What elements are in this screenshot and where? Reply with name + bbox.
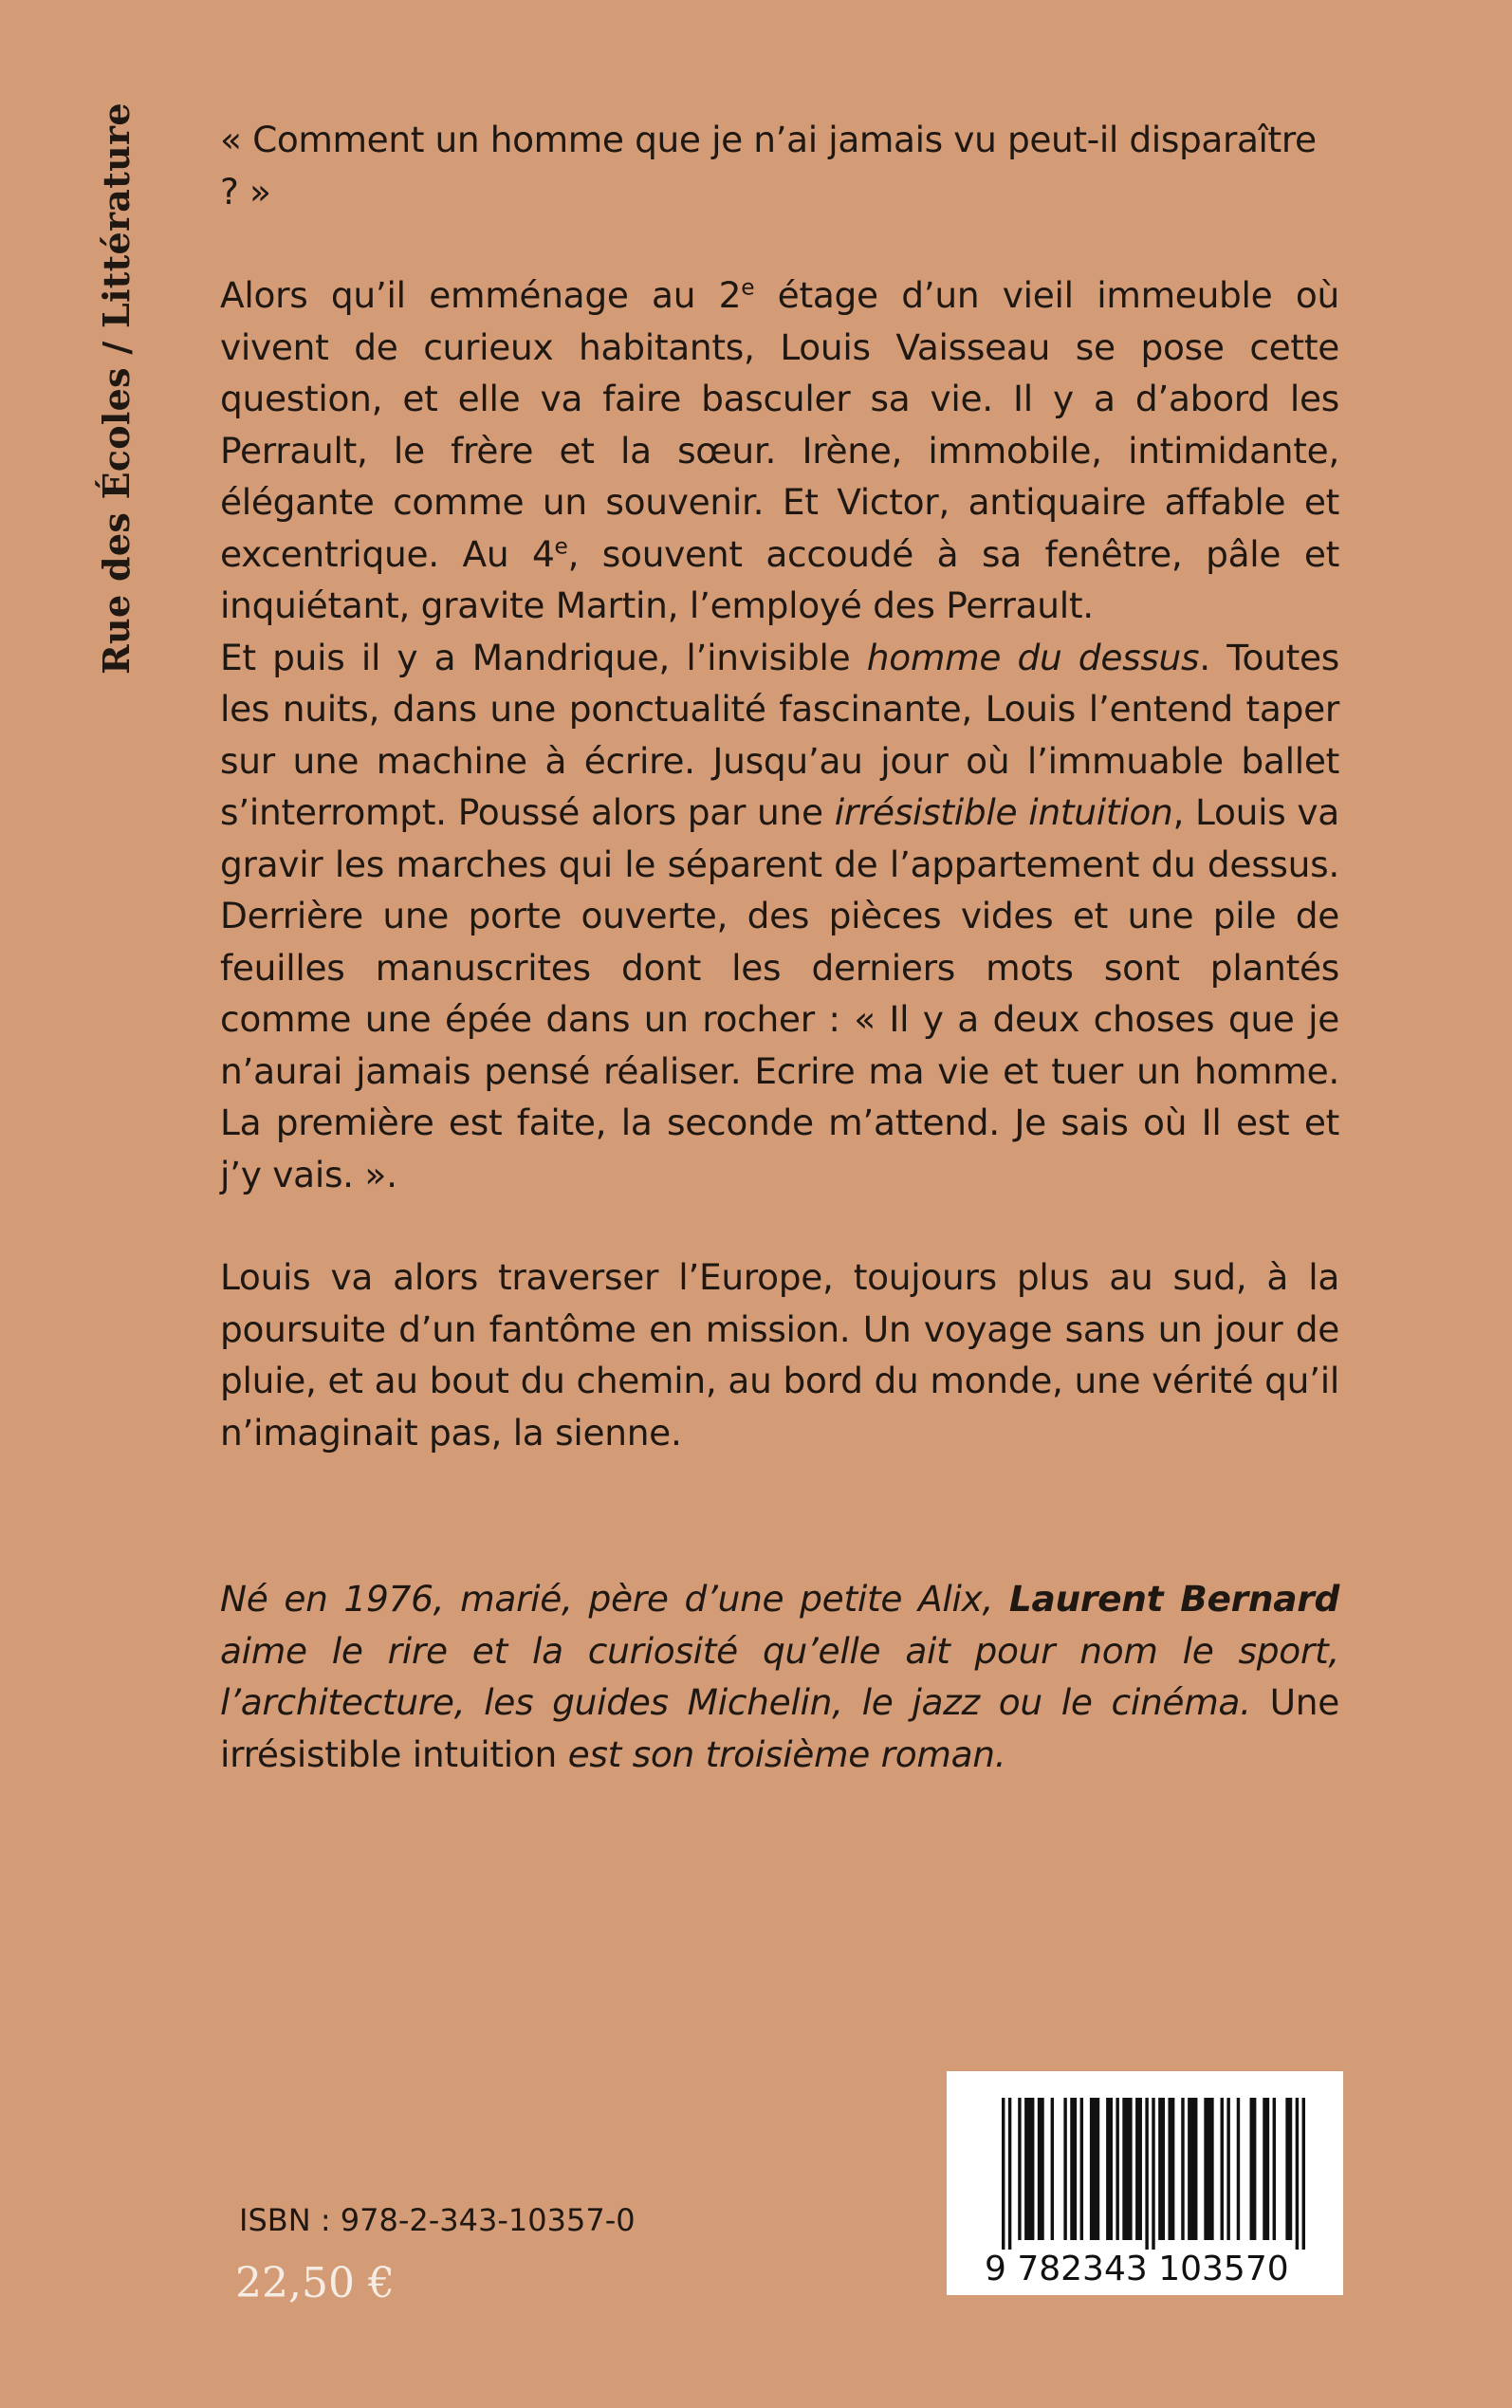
synopsis-paragraph-1: Alors qu’il emménage au 2e étage d’un vieil immeuble où vivent de curieux habitants, Louis Vaisseau se pose cette question, et elle va faire basculer sa vie. Il y a d’abord les Perrault, le frère et la sœur. Irène, immobile, intimidante, élégante comme un souvenir. Et Victor, antiquaire affable et excentrique. Au 4e, souvent accoudé à sa fenêtre, pâle et inquiétant, gravite Martin, l’employé des Perrault. [220, 274, 1339, 626]
barcode-bar [1090, 2098, 1099, 2240]
barcode-bar [1296, 2098, 1299, 2250]
author-name: Laurent Bernard [1008, 1578, 1339, 1620]
barcode-bar [1188, 2098, 1197, 2240]
barcode-digits: 9 782343 103570 [985, 2250, 1289, 2288]
synopsis-paragraph-2: Et puis il y a Mandrique, l’invisible homme du dessus. Toutes les nuits, dans une ponctualité fascinante, Louis l’entend taper sur une machine à écrire. Jusqu’au jour où l’immuable ballet s’interrompt. Poussé alors par une irrésistible intuition, Louis va gravir les marches qui le séparent de l’appartement du dessus. Derrière une porte ouverte, des pièces vides et une pile de feuilles manuscrites dont les derniers mots sont plantés comme une épée dans un rocher : « Il y a deux choses que je n’aurai jamais pensé réaliser. Ecrire ma vie et tuer un homme. La première est faite, la seconde m’attend. Je sais où Il est et j’y vais. ». [220, 636, 1339, 1195]
isbn-number: ISBN : 978-2-343-10357-0 [239, 2202, 636, 2238]
barcode-bar [1122, 2098, 1132, 2240]
barcode-bar [1204, 2098, 1213, 2240]
price: 22,50 € [235, 2259, 395, 2307]
barcode-bars [1002, 2098, 1305, 2250]
barcode-bar [1158, 2098, 1165, 2240]
barcode-bar [1302, 2098, 1305, 2250]
barcode-bar [1051, 2098, 1054, 2240]
barcode-bar [1152, 2098, 1154, 2250]
barcode-bar [1135, 2098, 1142, 2240]
barcode-bar [1285, 2098, 1292, 2240]
barcode-bar [1237, 2098, 1240, 2240]
book-title: Une irrésistible intuition [220, 1681, 1339, 1775]
barcode-bar [1250, 2098, 1257, 2240]
barcode-bar [1181, 2098, 1184, 2240]
author-bio: Né en 1976, marié, père d’une petite Alix, Laurent Bernard aime le rire et la curiosité qu’elle ait pour nom le sport, l’architecture, les guides Michelin, le jazz ou le cinéma. Une irrésistible intuition est son troisième roman. [220, 1578, 1339, 1775]
barcode-bar [1038, 2098, 1044, 2240]
barcode-bar [1226, 2098, 1229, 2240]
barcode-bar [1263, 2098, 1269, 2240]
synopsis-paragraph-3: Louis va alors traverser l’Europe, toujours plus au sud, à la poursuite d’un fantôme en mission. Un voyage sans un jour de pluie, et au bout du chemin, au bord du monde, une vérité qu’il n’imaginait pas, la sienne. [220, 1256, 1339, 1454]
barcode-bar [1080, 2098, 1083, 2240]
barcode-bar [1018, 2098, 1021, 2240]
barcode-bar [1063, 2098, 1066, 2240]
barcode [947, 2071, 1343, 2295]
barcode-bar [1002, 2098, 1005, 2250]
barcode-bar [1273, 2098, 1276, 2240]
barcode-bar [1145, 2098, 1148, 2250]
barcode-bar [1024, 2098, 1034, 2240]
barcode-bar [1168, 2098, 1174, 2240]
barcode-bar [1008, 2098, 1011, 2250]
spine-label [87, 102, 144, 675]
back-cover-text [220, 114, 1339, 1458]
barcode-bar [1221, 2098, 1224, 2240]
series-title: Rue des Écoles / Littérature [94, 102, 138, 675]
barcode-bar [1106, 2098, 1113, 2240]
barcode-bar [1070, 2098, 1077, 2240]
tagline-quote: « Comment un homme que je n’ai jamais vu peut-il disparaître ? » [220, 119, 1317, 213]
barcode-bar [1116, 2098, 1118, 2240]
